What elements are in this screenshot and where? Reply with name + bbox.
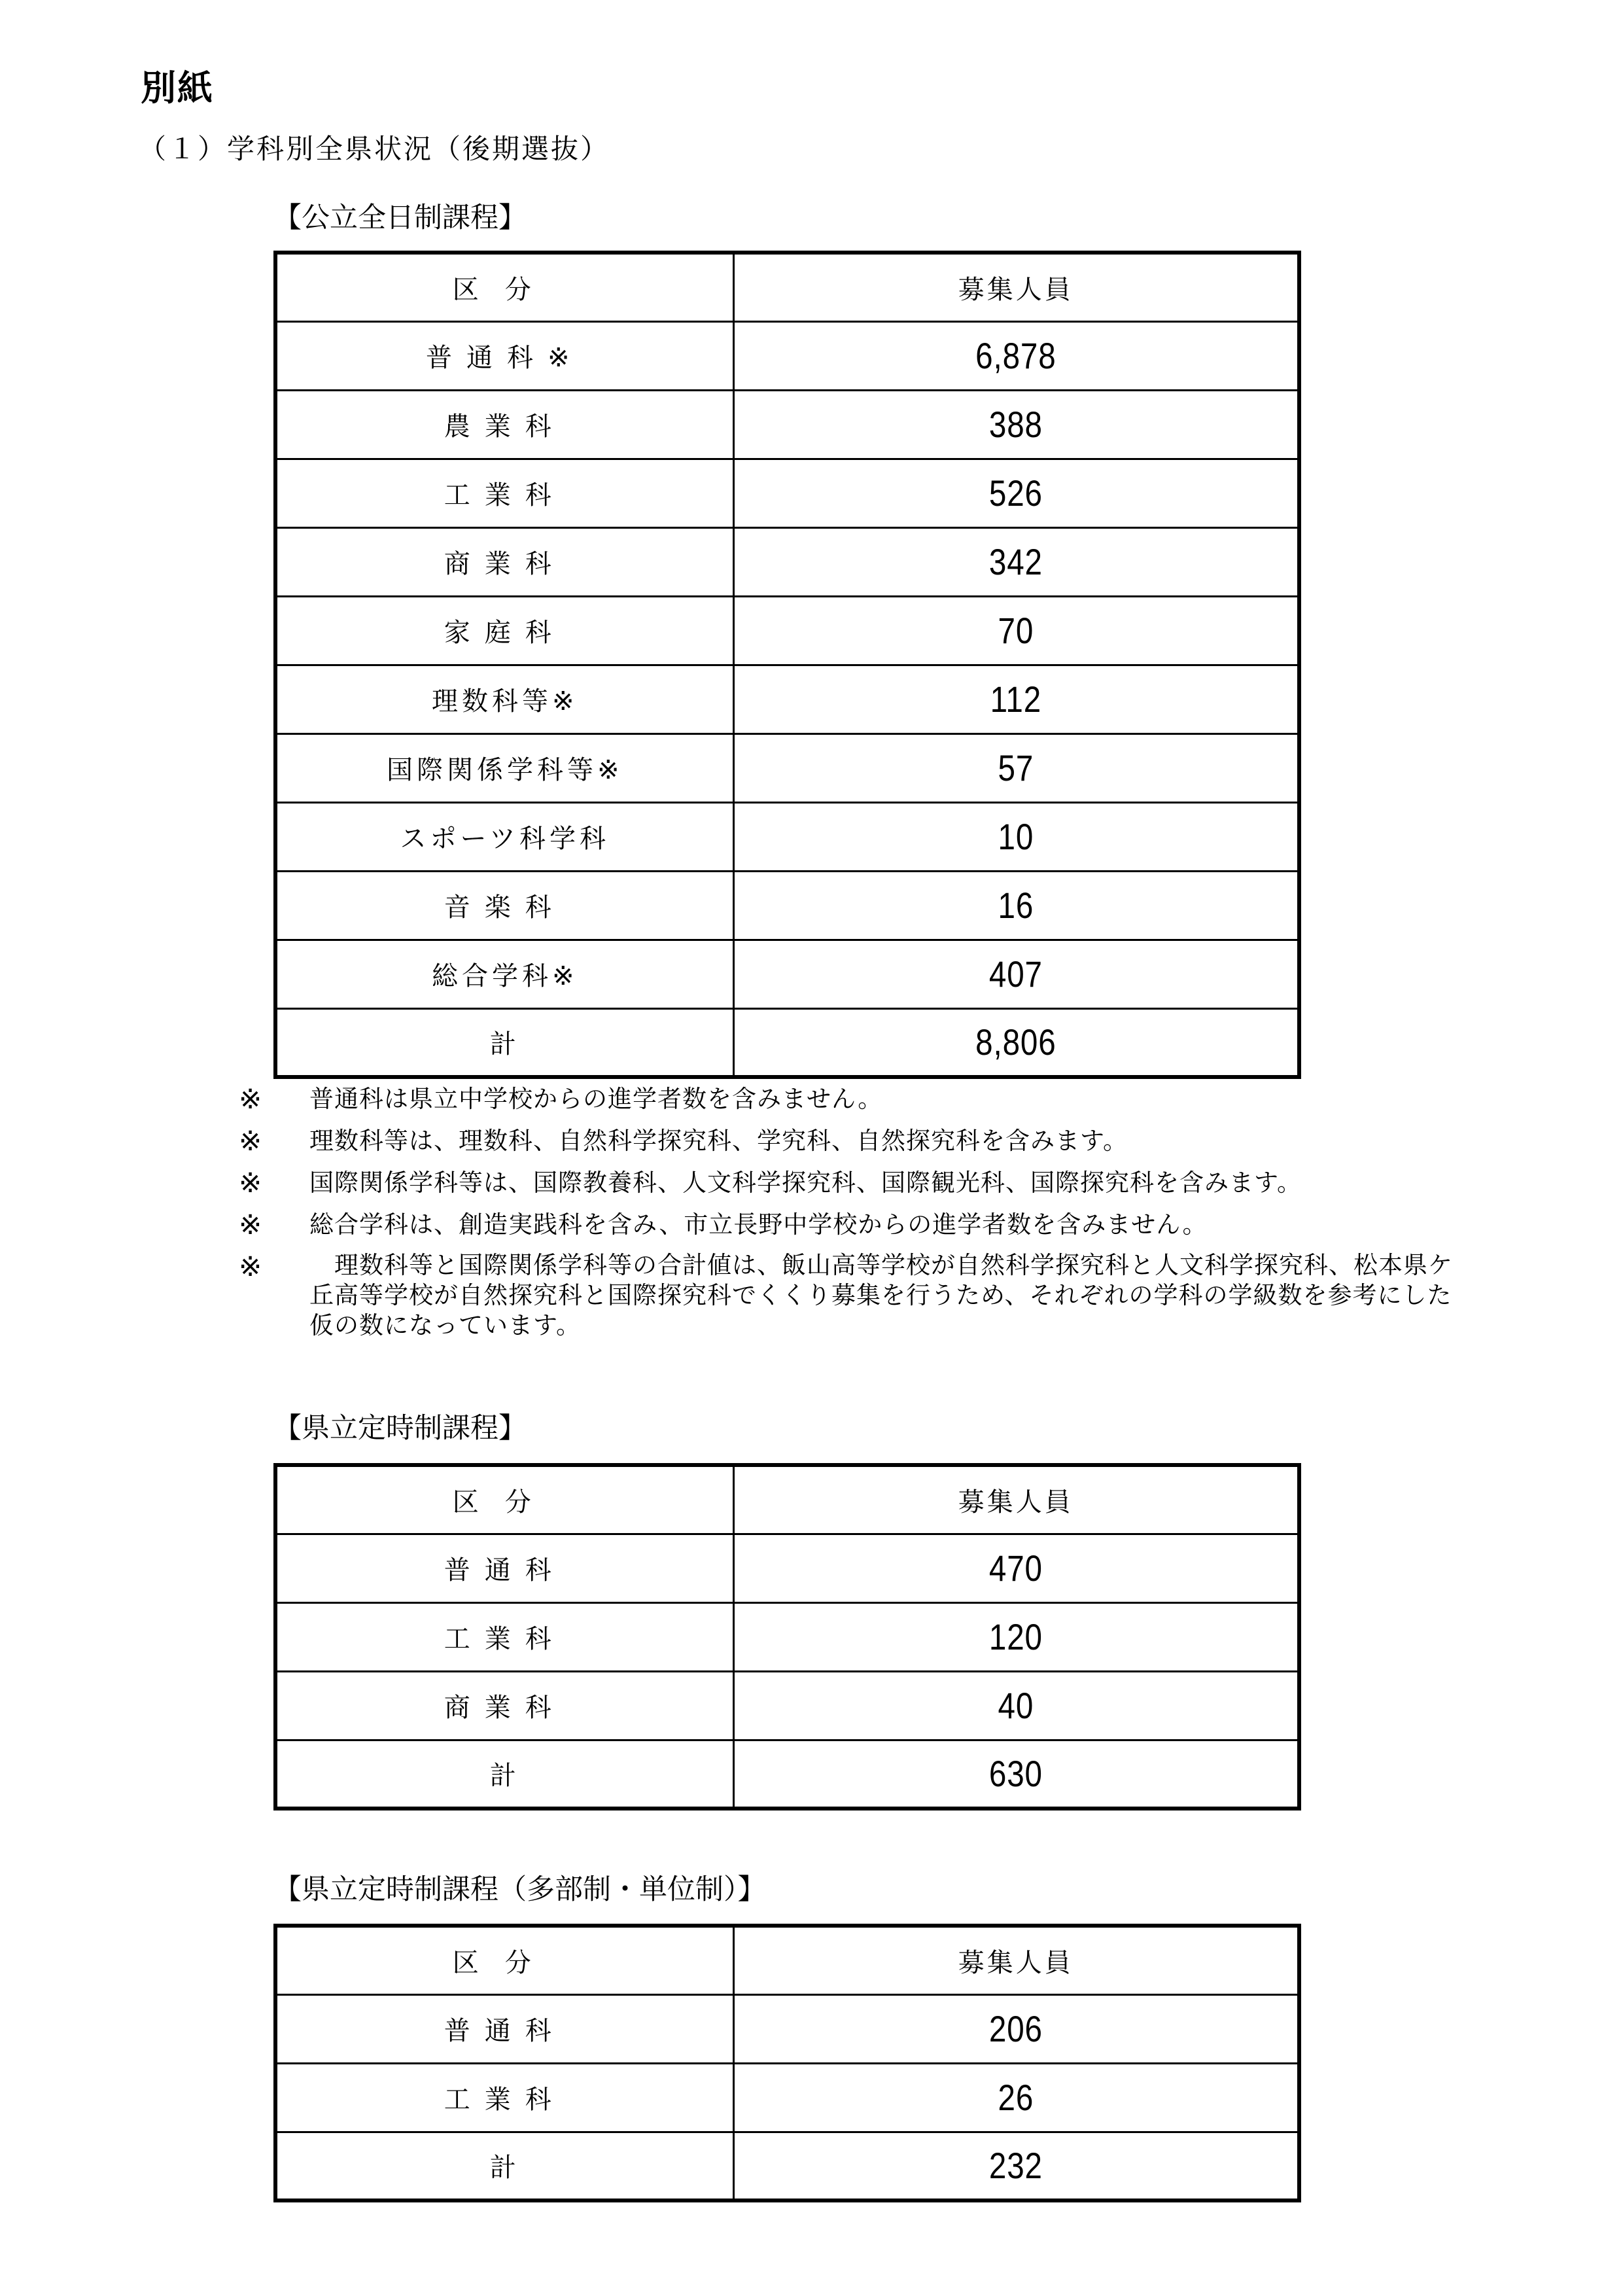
table-fulltime [273,251,1301,1079]
note-item [239,1125,1482,1157]
table-row [275,802,1299,871]
table-total-row [275,2132,1299,2200]
row-value: 26 [776,2063,1257,2132]
note-item [239,1209,1482,1241]
note-text: 普通科は県立中学校からの進学者数を含みません。 [309,1085,883,1113]
row-label: 計 [275,2132,733,2200]
row-value: 630 [776,1740,1257,1809]
row-value: 112 [776,665,1257,733]
section-title-multipart: 【県立定時制課程（多部制・単位制）】 [273,1873,766,1906]
table-row [275,665,1299,733]
table-row [275,1602,1299,1671]
header-category: 区分 [275,1465,733,1534]
row-label: 理数科等※ [275,665,733,733]
page-subtitle: （１）学科別全県状況（後期選抜） [139,133,610,165]
table-parttime [273,1463,1301,1810]
table-row [275,321,1299,390]
table-row [275,596,1299,665]
table-row [275,1671,1299,1740]
page-title: 別紙 [141,67,214,109]
note-mark: ※ [239,1125,262,1157]
note-item [239,1083,1482,1116]
header-category: 区分 [275,1926,733,1994]
row-value: 70 [776,596,1257,665]
row-label: 国際関係学科等※ [275,733,733,802]
table-row [275,527,1299,596]
row-label: 商業科 [275,1671,733,1740]
table-header-row [275,1465,1299,1534]
row-label: スポーツ科学科 [275,802,733,871]
row-label: 工業科 [275,1602,733,1671]
row-label: 工業科 [275,459,733,527]
note-item [239,1250,1482,1341]
header-enrollment: 募集人員 [733,253,1299,321]
note-mark: ※ [239,1083,262,1115]
row-value: 206 [776,1994,1257,2063]
row-value: 6,878 [776,321,1257,390]
table-total-row [275,1740,1299,1809]
row-label: 総合学科※ [275,940,733,1008]
table-header-row [275,253,1299,321]
row-label: 農業科 [275,390,733,459]
table-total-row [275,1008,1299,1077]
note-text: 国際関係学科等は、国際教養科、人文科学探究科、国際観光科、国際探究科を含みます。 [309,1169,1302,1197]
row-value: 388 [776,390,1257,459]
row-value: 16 [776,871,1257,940]
row-value: 40 [776,1671,1257,1740]
note-item [239,1167,1482,1199]
note-text: 理数科等は、理数科、自然科学探究科、学究科、自然探究科を含みます。 [309,1127,1128,1155]
table-row [275,390,1299,459]
row-label: 普通科 [275,1534,733,1602]
table-row [275,2063,1299,2132]
row-value: 342 [776,527,1257,596]
row-label: 音楽科 [275,871,733,940]
note-mark: ※ [239,1209,262,1241]
table-row [275,1534,1299,1602]
table-row [275,940,1299,1008]
table-row [275,733,1299,802]
table-row [275,871,1299,940]
row-value: 407 [776,940,1257,1008]
note-mark: ※ [239,1250,262,1282]
table-row [275,459,1299,527]
note-mark: ※ [239,1167,262,1199]
note-text: 理数科等と国際関係学科等の合計値は、飯山高等学校が自然科学探究科と人文科学探究科、松本県ケ丘高等学校が自然探究科と国際探究科でくくり募集を行うため、それぞれの学科の学級数を参考にした仮の数になっています。 [309,1251,1453,1339]
row-label: 計 [275,1008,733,1077]
row-value: 526 [776,459,1257,527]
row-label: 普通科 [275,1994,733,2063]
row-label: 家庭科 [275,596,733,665]
table-row [275,1994,1299,2063]
notes [239,1083,1482,1350]
row-value: 57 [776,733,1257,802]
header-category: 区分 [275,253,733,321]
table-multipart [273,1924,1301,2202]
row-label: 普通科※ [275,321,733,390]
section-title-parttime: 【県立定時制課程】 [273,1412,527,1445]
table-header-row [275,1926,1299,1994]
row-value: 8,806 [776,1008,1257,1077]
row-label: 商業科 [275,527,733,596]
header-enrollment: 募集人員 [733,1926,1299,1994]
section-title-fulltime: 【公立全日制課程】 [273,202,527,234]
row-value: 120 [776,1602,1257,1671]
header-enrollment: 募集人員 [733,1465,1299,1534]
note-text: 総合学科は、創造実践科を含み、市立長野中学校からの進学者数を含みません。 [309,1210,1208,1239]
row-value: 232 [776,2132,1257,2200]
row-label: 計 [275,1740,733,1809]
row-value: 470 [776,1534,1257,1602]
row-value: 10 [776,802,1257,871]
row-label: 工業科 [275,2063,733,2132]
